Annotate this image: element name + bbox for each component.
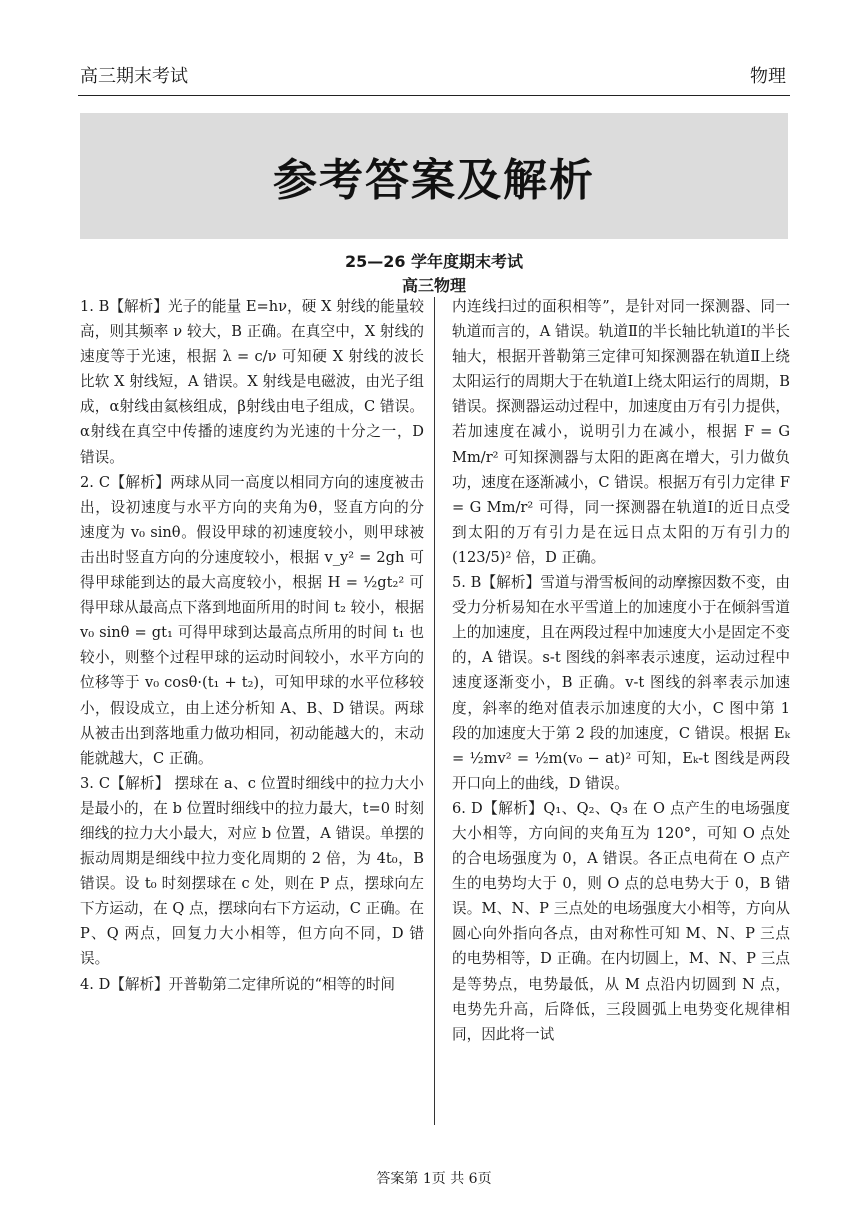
page-footer: 答案第 1页 共 6页	[376, 1171, 492, 1187]
header-divider	[78, 95, 790, 96]
header-subject: 物理	[750, 66, 786, 87]
answer-2: 2. C【解析】两球从同一高度以相同方向的速度被击出，设初速度与水平方向的夹角为θ，竖直方向的分速度为 v₀ sinθ。假设甲球的初速度较小，则甲球被击出时竖直方向的分速度较小，根据 v_y² = 2gh 可得甲球能到达的最大高度较小，根据 H = ½gt₂² 可得甲球从最高点下落到地面所用的时间 t₂ 较小，根据 v₀ sinθ = gt₁ 可得甲球到达最高点所用的时间 t₁ 也较小，则整个过程甲球的运动时间较小，水平方向的位移等于 v₀ cosθ·(t₁ + t₂)，可知甲球的水平位移较小，假设成立，由上述分析知 A、B、D 错误。两球从被击出到落地重力做功相同，初动能越大的，末动能就越大，C 正确。	[80, 473, 424, 767]
column-divider	[434, 297, 435, 1125]
page-title: 参考答案及解析	[273, 155, 595, 206]
exam-year-subtitle: 25—26 学年度期末考试	[344, 252, 524, 271]
answer-4-start: 4. D【解析】开普勒第二定律所说的“相等的时间	[80, 975, 396, 993]
answer-6: 6. D【解析】Q₁、Q₂、Q₃ 在 O 点产生的电场强度大小相等，方向间的夹角互为 120°，可知 O 点处的合电场强度为 0，A 错误。各正点电荷在 O 点产生的电势均大于 0，则 O 点的总电势大于 0，B 错误。M、N、P 三点处的电场强度大小相等，方向从圆心向外指向各点，由对称性可知 M、N、P 三点的电势相等，D 正确。在内切圆上，M、N、P 三点是等势点，电势最低，从 M 点沿内切圆到 N 点，电势先升高，后降低，三段圆弧上电势变化规律相同，因此将一试	[452, 799, 790, 1043]
answer-3: 3. C【解析】 摆球在 a、c 位置时细线中的拉力大小是最小的，在 b 位置时细线中的拉力最大，t=0 时刻细线的拉力大小最大，对应 b 位置，A 错误。单摆的振动周期是细线中拉力变化周期的 2 倍，为 4t₀，B 错误。设 t₀ 时刻摆球在 c 处，则在 P 点，摆球向左下方运动，在 Q 点，摆球向右下方运动，C 正确。在 P、Q 两点，回复力大小相等，但方向不同，D 错误。	[80, 774, 424, 968]
right-column	[452, 294, 790, 1047]
header-exam-name: 高三期末考试	[80, 66, 188, 87]
answer-1: 1. B【解析】光子的能量 E=hν，硬 X 射线的能量较高，则其频率 ν 较大，B 正确。在真空中，X 射线的速度等于光速，根据 λ = c/ν 可知硬 X 射线的波长比软 X 射线短，A 错误。X 射线是电磁波，由光子组成，α射线由氦核组成，β射线由电子组成，C 错误。α射线在真空中传播的速度约为光速的十分之一，D 错误。	[80, 298, 424, 466]
answer-5: 5. B【解析】雪道与滑雪板间的动摩擦因数不变，由受力分析易知在水平雪道上的加速度小于在倾斜雪道上的加速度，且在两段过程中加速度大小是固定不变的，A 错误。s-t 图线的斜率表示速度，运动过程中速度逐渐变小，B 正确。v-t 图线的斜率表示加速度，斜率的绝对值表示加速度的大小，C 图中第 1 段的加速度大于第 2 段的加速度，C 错误。根据 Eₖ = ½mv² = ½m(v₀ − at)² 可知，Eₖ-t 图线是两段开口向上的曲线，D 错误。	[452, 574, 790, 792]
left-column	[80, 294, 424, 997]
title-banner	[80, 113, 788, 239]
exam-subject-subtitle: 高三物理	[401, 276, 466, 295]
answer-4-continued: 内连线扫过的面积相等”，是针对同一探测器、同一轨道而言的，A 错误。轨道Ⅱ的半长轴比轨道Ⅰ的半长轴大，根据开普勒第三定律可知探测器在轨道Ⅱ上绕太阳运行的周期大于在轨道Ⅰ上绕太阳运行的周期，B 错误。探测器运动过程中，加速度由万有引力提供，若加速度在减小，说明引力在减小，根据 F = G Mm/r² 可知探测器与太阳的距离在增大，引力做负功，速度在逐渐减小，C 错误。根据万有引力定律 F = G Mm/r² 可得，同一探测器在轨道Ⅰ的近日点受到太阳的万有引力是在远日点太阳的万有引力的 (123/5)² 倍，D 正确。	[452, 298, 790, 566]
